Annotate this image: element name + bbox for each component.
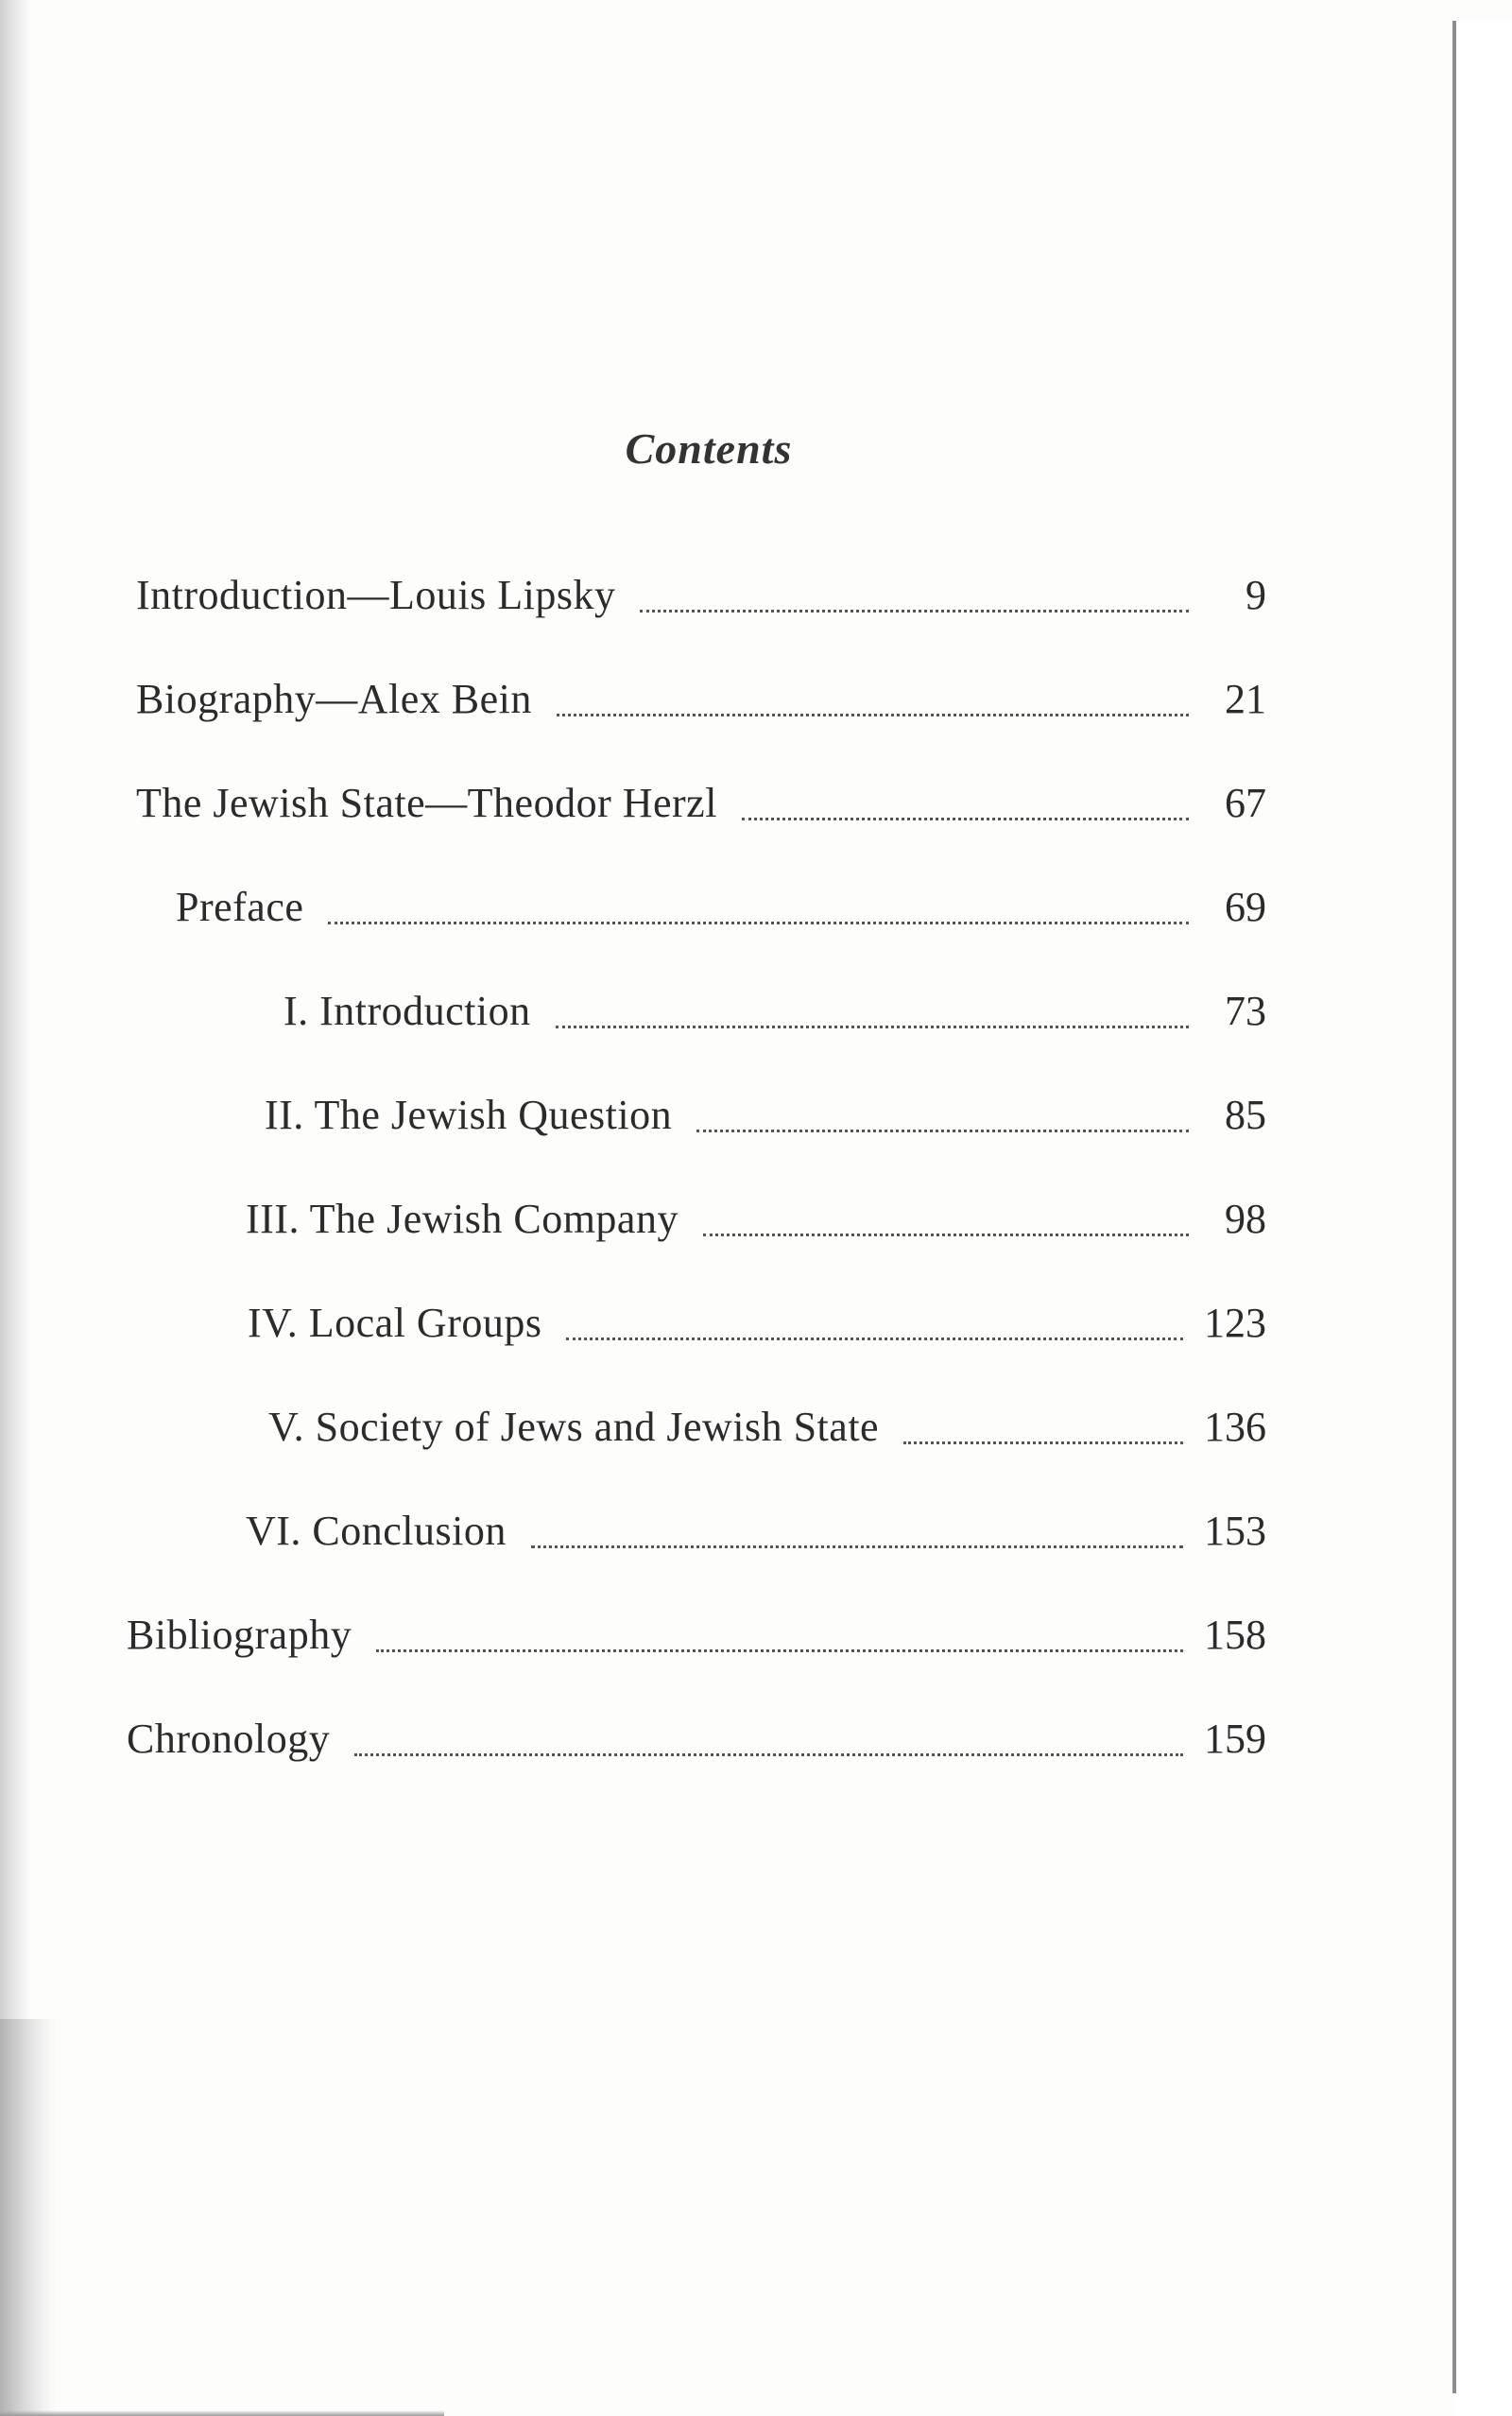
- toc-entry-label: Chronology: [127, 1716, 331, 1762]
- toc-entry-label: Preface: [176, 884, 304, 930]
- bottom-page-edge: [0, 2410, 444, 2416]
- toc-entry-bibliography: [127, 1607, 1266, 1664]
- toc-entry-page: 153: [1204, 1508, 1266, 1554]
- toc-entry-label: Biography—Alex Bein: [136, 676, 532, 722]
- toc-entry-page: 21: [1225, 676, 1266, 722]
- contents-title: Contents: [625, 424, 793, 473]
- toc-entry-chapter-6: [246, 1503, 1266, 1560]
- toc-entry-page: 159: [1204, 1716, 1266, 1762]
- toc-entry-page: 158: [1204, 1612, 1266, 1658]
- toc-entry-label: VI. Conclusion: [246, 1508, 507, 1554]
- binding-shadow: [0, 2019, 57, 2416]
- toc-entry-chapter-4: [248, 1295, 1266, 1352]
- dot-leader: [557, 714, 1189, 716]
- toc-entry-page: 136: [1204, 1404, 1266, 1450]
- toc-entry-biography: [136, 671, 1266, 728]
- toc-entry-chapter-2: [265, 1087, 1266, 1144]
- toc-entry-label: III. The Jewish Company: [246, 1196, 679, 1242]
- dot-leader: [903, 1441, 1183, 1444]
- dot-leader: [566, 1337, 1183, 1340]
- toc-entry-page: 123: [1204, 1300, 1266, 1346]
- dot-leader: [696, 1130, 1189, 1132]
- toc-entry-page: 67: [1225, 780, 1266, 826]
- toc-entry-chapter-1: [284, 983, 1266, 1040]
- toc-entry-label: II. The Jewish Question: [265, 1092, 673, 1138]
- right-margin: [1456, 21, 1512, 2416]
- toc-entry-introduction-lipsky: [136, 567, 1266, 624]
- right-page-edge: [1452, 21, 1456, 2393]
- dot-leader: [354, 1753, 1183, 1756]
- toc-entry-label: I. Introduction: [284, 988, 531, 1034]
- toc-entry-label: IV. Local Groups: [248, 1300, 542, 1346]
- toc-entry-label: The Jewish State—Theodor Herzl: [136, 780, 717, 826]
- toc-entry-page: 98: [1225, 1196, 1266, 1242]
- toc-entry-page: 9: [1246, 572, 1266, 618]
- toc-entry-label: V. Society of Jews and Jewish State: [268, 1404, 880, 1450]
- toc-entry-chapter-5: [268, 1399, 1266, 1456]
- dot-leader: [742, 818, 1189, 820]
- dot-leader: [531, 1545, 1183, 1548]
- toc-entry-jewish-state: [136, 775, 1266, 832]
- toc-entry-page: 85: [1225, 1092, 1266, 1138]
- dot-leader: [328, 922, 1189, 924]
- toc-entry-chapter-3: [246, 1191, 1266, 1248]
- dot-leader: [640, 610, 1189, 613]
- toc-entry-chronology: [127, 1711, 1266, 1768]
- dot-leader: [376, 1649, 1183, 1652]
- toc-entry-label: Introduction—Louis Lipsky: [136, 572, 616, 618]
- toc-entry-preface: [176, 879, 1266, 936]
- dot-leader: [556, 1026, 1189, 1028]
- toc-entry-label: Bibliography: [127, 1612, 352, 1658]
- toc-entry-page: 73: [1225, 988, 1266, 1034]
- toc-entry-page: 69: [1225, 884, 1266, 930]
- dot-leader: [703, 1234, 1189, 1236]
